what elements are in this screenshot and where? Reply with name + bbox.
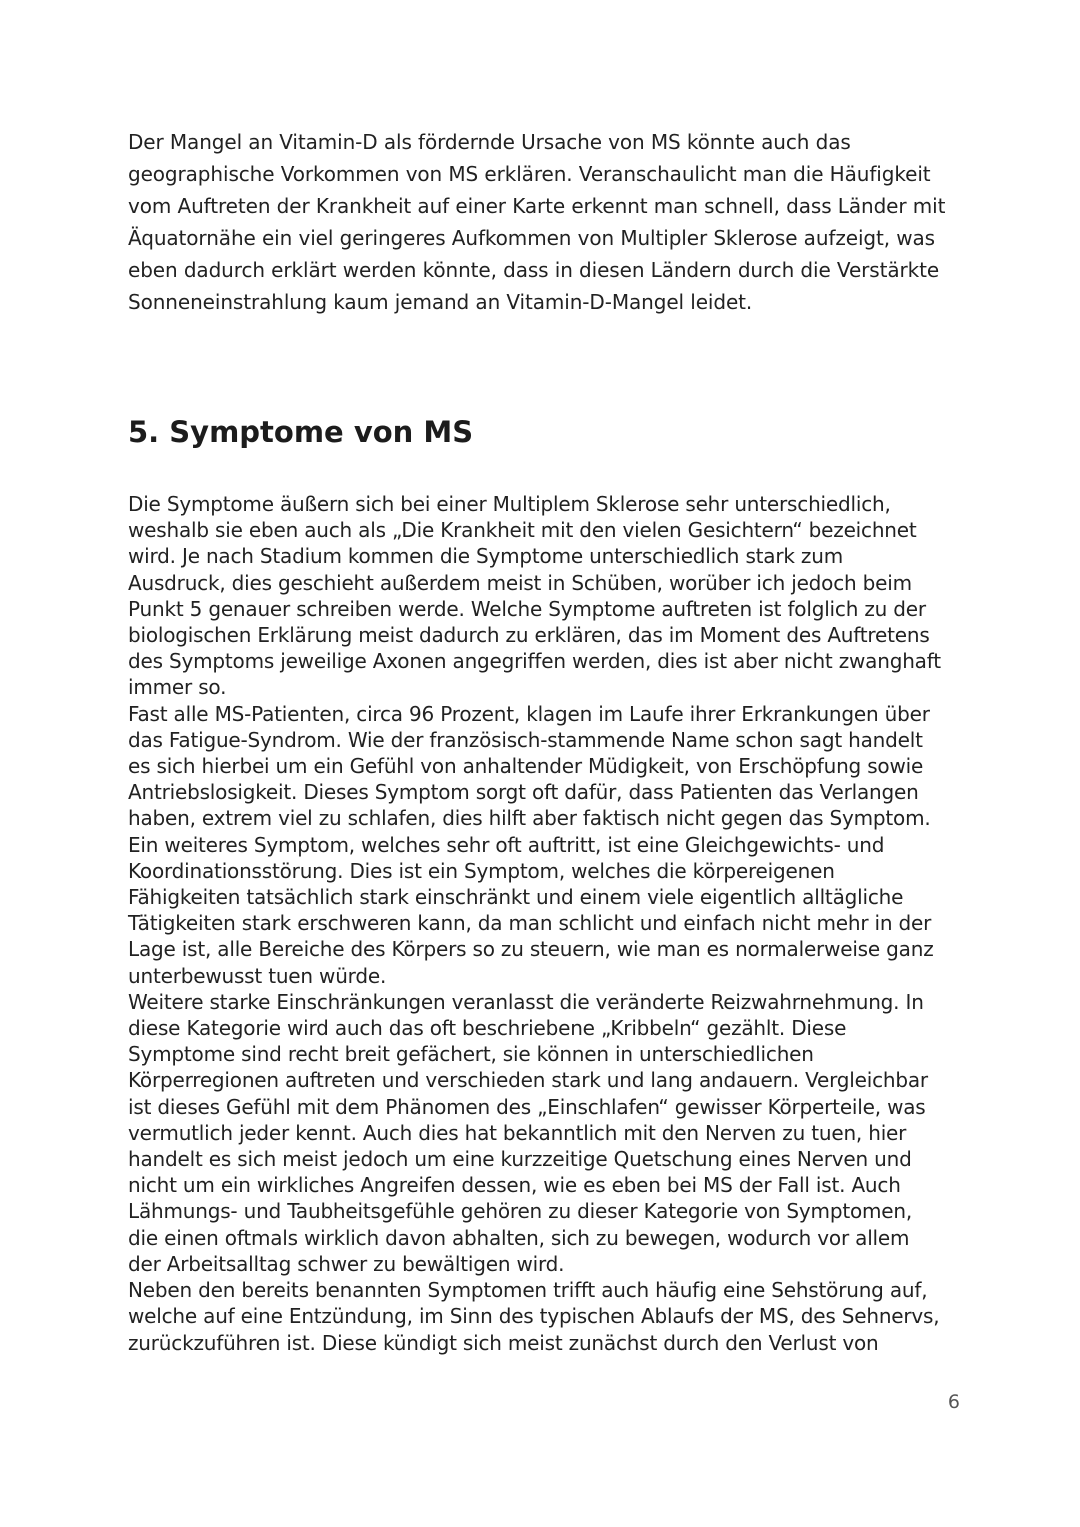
text-line: Ein weiteres Symptom, welches sehr oft auftritt, ist eine Gleichgewichts- und xyxy=(128,832,885,857)
section-heading: 5. Symptome von MS xyxy=(128,415,474,449)
text-line: Lage ist, alle Bereiche des Körpers so zu steuern, wie man es normalerweise ganz xyxy=(128,937,934,962)
text-line: geographische Vorkommen von MS erklären. Veranschaulicht man die Häufigkeit xyxy=(128,162,931,186)
text-line: es sich hierbei um ein Gefühl von anhaltender Müdigkeit, von Erschöpfung sowie xyxy=(128,754,924,779)
text-line: welche auf eine Entzündung, im Sinn des typischen Ablaufs der MS, des Sehnervs, xyxy=(128,1304,940,1329)
text-line: der Arbeitsalltag schwer zu bewältigen wird. xyxy=(128,1251,565,1276)
text-line: vermutlich jeder kennt. Auch dies hat bekanntlich mit den Nerven zu tuen, hier xyxy=(128,1120,907,1145)
text-line: Tätigkeiten stark erschweren kann, da man schlicht und einfach nicht mehr in der xyxy=(128,911,932,936)
text-line: Koordinationsstörung. Dies ist ein Symptom, welches die körpereigenen xyxy=(128,858,835,883)
text-line: Körperregionen auftreten und verschieden stark und lang andauern. Vergleichbar xyxy=(128,1068,928,1093)
text-line: Neben den bereits benannten Symptomen trifft auch häufig eine Sehstörung auf, xyxy=(128,1278,928,1303)
text-line: Symptome sind recht breit gefächert, sie können in unterschiedlichen xyxy=(128,1042,814,1067)
section-body xyxy=(128,491,958,1356)
intro-paragraph xyxy=(128,126,958,318)
text-line: Die Symptome äußern sich bei einer Multiplem Sklerose sehr unterschiedlich, xyxy=(128,492,891,516)
text-line: das Fatigue-Syndrom. Wie der französisch-stammende Name schon sagt handelt xyxy=(128,727,923,752)
page-number: 6 xyxy=(947,1391,960,1413)
text-line: Lähmungs- und Taubheitsgefühle gehören zu dieser Kategorie von Symptomen, xyxy=(128,1199,913,1224)
text-line: Fähigkeiten tatsächlich stark einschränkt und einem viele eigentlich alltägliche xyxy=(128,885,904,910)
text-line: ist dieses Gefühl mit dem Phänomen des „Einschlafen“ gewisser Körperteile, was xyxy=(128,1094,926,1119)
text-line: handelt es sich meist jedoch um eine kurzzeitige Quetschung eines Nerven und xyxy=(128,1147,912,1172)
text-line: die einen oftmals wirklich davon abhalten, sich zu bewegen, wodurch vor allem xyxy=(128,1225,910,1250)
text-line: Punkt 5 genauer schreiben werde. Welche Symptome auftreten ist folglich zu der xyxy=(128,596,926,621)
text-line: diese Kategorie wird auch das oft beschriebene „Kribbeln“ gezählt. Diese xyxy=(128,1016,847,1041)
text-line: haben, extrem viel zu schlafen, dies hilft aber faktisch nicht gegen das Symptom. xyxy=(128,806,931,831)
text-line: des Symptoms jeweilige Axonen angegriffen werden, dies ist aber nicht zwanghaft xyxy=(128,649,941,674)
text-line: biologischen Erklärung meist dadurch zu erklären, das im Moment des Auftretens xyxy=(128,623,930,648)
text-line: wird. Je nach Stadium kommen die Symptome unterschiedlich stark zum xyxy=(128,544,843,569)
text-line: Ausdruck, dies geschieht außerdem meist in Schüben, worüber ich jedoch beim xyxy=(128,570,912,595)
text-line: Weitere starke Einschränkungen veranlasst die veränderte Reizwahrnehmung. In xyxy=(128,989,924,1014)
text-line: immer so. xyxy=(128,675,227,700)
text-line: Äquatornähe ein viel geringeres Aufkommen von Multipler Sklerose aufzeigt, was xyxy=(128,226,935,250)
text-line: Sonneneinstrahlung kaum jemand an Vitamin-D-Mangel leidet. xyxy=(128,290,753,314)
text-line: eben dadurch erklärt werden könnte, dass in diesen Ländern durch die Verstärkte xyxy=(128,258,940,282)
text-line: zurückzuführen ist. Diese kündigt sich meist zunächst durch den Verlust von xyxy=(128,1330,879,1355)
text-line: Antriebslosigkeit. Dieses Symptom sorgt oft dafür, dass Patienten das Verlangen xyxy=(128,780,919,805)
text-line: unterbewusst tuen würde. xyxy=(128,963,387,988)
text-line: nicht um ein wirkliches Angreifen dessen, wie es eben bei MS der Fall ist. Auch xyxy=(128,1173,901,1198)
text-line: weshalb sie eben auch als „Die Krankheit mit den vielen Gesichtern“ bezeichnet xyxy=(128,518,917,543)
text-line: vom Auftreten der Krankheit auf einer Karte erkennt man schnell, dass Länder mit xyxy=(128,194,946,218)
text-line: Fast alle MS-Patienten, circa 96 Prozent, klagen im Laufe ihrer Erkrankungen über xyxy=(128,701,930,726)
text-line: Der Mangel an Vitamin-D als fördernde Ursache von MS könnte auch das xyxy=(128,130,851,154)
